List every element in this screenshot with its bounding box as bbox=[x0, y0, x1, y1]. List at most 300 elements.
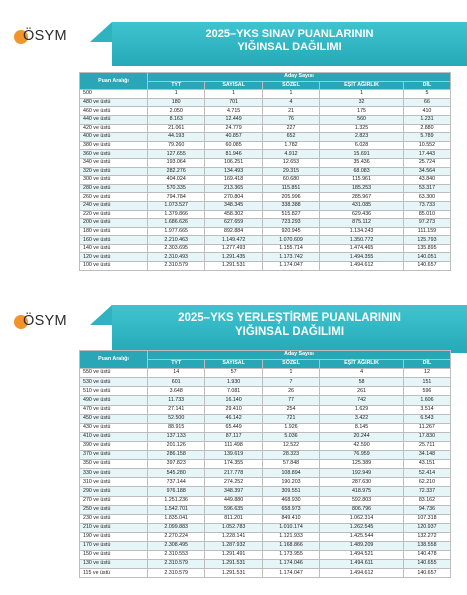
aday-sayisi-cell: 217.778 bbox=[205, 469, 262, 478]
aday-sayisi-cell: 120.937 bbox=[403, 523, 450, 532]
aday-sayisi-cell: 4 bbox=[262, 98, 319, 107]
aday-sayisi-cell: 115.851 bbox=[262, 184, 319, 193]
aday-sayisi-cell: 449.880 bbox=[205, 496, 262, 505]
aday-sayisi-cell: 1.287.932 bbox=[205, 541, 262, 550]
aday-sayisi-cell: 545.280 bbox=[148, 469, 205, 478]
aday-sayisi-cell: 806.796 bbox=[320, 505, 404, 514]
aday-sayisi-cell: 431.085 bbox=[320, 201, 404, 210]
puan-araligi-cell: 440 ve üstü bbox=[80, 115, 148, 124]
table-row bbox=[80, 441, 451, 450]
aday-sayisi-cell: 7 bbox=[262, 378, 319, 387]
aday-sayisi-cell: 1.494.612 bbox=[320, 569, 404, 578]
puan-araligi-cell: 470 ve üstü bbox=[80, 405, 148, 414]
puan-araligi-cell: 330 ve üstü bbox=[80, 469, 148, 478]
aday-sayisi-cell: 1.052.783 bbox=[205, 523, 262, 532]
aday-sayisi-cell: 1.629 bbox=[320, 405, 404, 414]
puan-araligi-cell: 350 ve üstü bbox=[80, 460, 148, 469]
aday-sayisi-cell: 920.945 bbox=[262, 227, 319, 236]
puan-araligi-cell: 230 ve üstü bbox=[80, 514, 148, 523]
aday-sayisi-cell: 29.315 bbox=[262, 167, 319, 176]
aday-sayisi-cell: 26 bbox=[262, 387, 319, 396]
aday-sayisi-cell: 42.590 bbox=[320, 441, 404, 450]
aday-sayisi-cell: 2.310.579 bbox=[148, 560, 205, 569]
aday-sayisi-cell: 16.140 bbox=[205, 396, 262, 405]
aday-sayisi-cell: 63.300 bbox=[403, 193, 450, 202]
aday-sayisi-cell: 596 bbox=[403, 387, 450, 396]
aday-sayisi-cell: 1.494.611 bbox=[320, 560, 404, 569]
aday-sayisi-cell: 1 bbox=[205, 90, 262, 99]
aday-sayisi-cell: 570.335 bbox=[148, 184, 205, 193]
puan-araligi-cell: 120 ve üstü bbox=[80, 253, 148, 262]
aday-sayisi-cell: 1.291.531 bbox=[205, 560, 262, 569]
aday-sayisi-cell: 3.422 bbox=[320, 414, 404, 423]
puan-araligi-cell: 130 ve üstü bbox=[80, 560, 148, 569]
aday-sayisi-cell: 5.036 bbox=[262, 432, 319, 441]
table-row bbox=[80, 210, 451, 219]
puan-araligi-cell: 340 ve üstü bbox=[80, 158, 148, 167]
table-row bbox=[80, 158, 451, 167]
aday-sayisi-cell: 4.912 bbox=[262, 150, 319, 159]
aday-sayisi-cell: 1.930 bbox=[205, 378, 262, 387]
osym-logo bbox=[14, 28, 67, 44]
column-header: EŞİT AĞIRLIK bbox=[320, 81, 404, 90]
column-header: TYT bbox=[148, 81, 205, 90]
aday-sayisi-cell: 81.946 bbox=[205, 150, 262, 159]
puan-araligi-cell: 240 ve üstü bbox=[80, 201, 148, 210]
aday-sayisi-cell: 137.133 bbox=[148, 432, 205, 441]
aday-sayisi-cell: 25.711 bbox=[403, 441, 450, 450]
aday-sayisi-cell: 57 bbox=[205, 369, 262, 378]
aday-sayisi-cell: 1.494.612 bbox=[320, 262, 404, 271]
puan-araligi-cell: 170 ve üstü bbox=[80, 541, 148, 550]
aday-sayisi-cell: 44.193 bbox=[148, 133, 205, 142]
aday-sayisi-cell: 1.174.047 bbox=[262, 262, 319, 271]
puan-araligi-cell: 390 ve üstü bbox=[80, 441, 148, 450]
aday-sayisi-cell: 174.355 bbox=[205, 460, 262, 469]
aday-sayisi-cell: 87.117 bbox=[205, 432, 262, 441]
aday-sayisi-cell: 5.789 bbox=[403, 133, 450, 142]
table-row bbox=[80, 505, 451, 514]
aday-sayisi-cell: 1.494.521 bbox=[320, 551, 404, 560]
aday-sayisi-cell: 132.272 bbox=[403, 532, 450, 541]
table-row bbox=[80, 387, 451, 396]
aday-sayisi-cell: 976.188 bbox=[148, 487, 205, 496]
table-row bbox=[80, 396, 451, 405]
aday-sayisi-cell: 12.449 bbox=[205, 115, 262, 124]
table-row bbox=[80, 523, 451, 532]
aday-sayisi-cell: 737.144 bbox=[148, 478, 205, 487]
table-row bbox=[80, 423, 451, 432]
aday-sayisi-cell: 2.099.883 bbox=[148, 523, 205, 532]
aday-sayisi-cell: 1.010.174 bbox=[262, 523, 319, 532]
puan-araligi-cell: 140 ve üstü bbox=[80, 244, 148, 253]
aday-sayisi-header: Aday Sayısı bbox=[148, 73, 451, 82]
aday-sayisi-cell: 1.121.933 bbox=[262, 532, 319, 541]
sinav-puan-table bbox=[79, 72, 451, 271]
aday-sayisi-cell: 11.267 bbox=[403, 423, 450, 432]
aday-sayisi-cell: 180 bbox=[148, 98, 205, 107]
table-row bbox=[80, 487, 451, 496]
aday-sayisi-cell: 12.653 bbox=[262, 158, 319, 167]
aday-sayisi-cell: 12 bbox=[403, 369, 450, 378]
aday-sayisi-cell: 1.231 bbox=[403, 115, 450, 124]
aday-sayisi-header: Aday Sayısı bbox=[148, 351, 451, 360]
aday-sayisi-cell: 1.228.141 bbox=[205, 532, 262, 541]
aday-sayisi-cell: 1.173.742 bbox=[262, 253, 319, 262]
table-row bbox=[80, 253, 451, 262]
page-title-line2: YIĞINSAL DAĞILIMI bbox=[237, 41, 342, 54]
aday-sayisi-cell: 1.073.527 bbox=[148, 201, 205, 210]
aday-sayisi-cell: 2.823 bbox=[320, 133, 404, 142]
aday-sayisi-cell: 1.155.714 bbox=[262, 244, 319, 253]
aday-sayisi-cell: 1.291.491 bbox=[205, 551, 262, 560]
aday-sayisi-cell: 68.083 bbox=[320, 167, 404, 176]
aday-sayisi-cell: 286.158 bbox=[148, 451, 205, 460]
puan-araligi-cell: 500 bbox=[80, 90, 148, 99]
table-row bbox=[80, 560, 451, 569]
column-header: SAYISAL bbox=[205, 81, 262, 90]
aday-sayisi-cell: 1 bbox=[148, 90, 205, 99]
aday-sayisi-cell: 701 bbox=[205, 98, 262, 107]
table-row bbox=[80, 496, 451, 505]
aday-sayisi-cell: 4.715 bbox=[205, 107, 262, 116]
aday-sayisi-cell: 27.141 bbox=[148, 405, 205, 414]
aday-sayisi-cell: 1.350.772 bbox=[320, 236, 404, 245]
aday-sayisi-cell: 629.436 bbox=[320, 210, 404, 219]
osym-logo bbox=[14, 313, 67, 329]
table-row bbox=[80, 150, 451, 159]
column-header: TYT bbox=[148, 360, 205, 369]
aday-sayisi-cell: 1.291.531 bbox=[205, 569, 262, 578]
aday-sayisi-cell: 94.736 bbox=[403, 505, 450, 514]
aday-sayisi-cell: 125.389 bbox=[320, 460, 404, 469]
table-row bbox=[80, 451, 451, 460]
aday-sayisi-cell: 652 bbox=[262, 133, 319, 142]
yerlestirme-puan-table bbox=[79, 350, 451, 578]
table-row bbox=[80, 167, 451, 176]
aday-sayisi-cell: 6.543 bbox=[403, 414, 450, 423]
aday-sayisi-cell: 46.142 bbox=[205, 414, 262, 423]
aday-sayisi-cell: 66 bbox=[403, 98, 450, 107]
aday-sayisi-cell: 1.277.493 bbox=[205, 244, 262, 253]
aday-sayisi-cell: 404.024 bbox=[148, 176, 205, 185]
aday-sayisi-cell: 261 bbox=[320, 387, 404, 396]
puan-araligi-cell: 480 ve üstü bbox=[80, 98, 148, 107]
aday-sayisi-cell: 601 bbox=[148, 378, 205, 387]
aday-sayisi-cell: 134.493 bbox=[205, 167, 262, 176]
aday-sayisi-cell: 58 bbox=[320, 378, 404, 387]
aday-sayisi-cell: 1.174.046 bbox=[262, 560, 319, 569]
table-row bbox=[80, 514, 451, 523]
aday-sayisi-cell: 596.635 bbox=[205, 505, 262, 514]
table-row bbox=[80, 532, 451, 541]
aday-sayisi-cell: 111.159 bbox=[403, 227, 450, 236]
aday-sayisi-cell: 1.173.955 bbox=[262, 551, 319, 560]
aday-sayisi-cell: 125.793 bbox=[403, 236, 450, 245]
puan-araligi-cell: 320 ve üstü bbox=[80, 167, 148, 176]
page-title-line1: 2025–YKS YERLEŞTİRME PUANLARININ bbox=[178, 312, 401, 324]
puan-araligi-cell: 370 ve üstü bbox=[80, 451, 148, 460]
page-title-line2: YIĞINSAL DAĞILIMI bbox=[234, 325, 345, 338]
aday-sayisi-cell: 1.425.544 bbox=[320, 532, 404, 541]
table-row bbox=[80, 176, 451, 185]
aday-sayisi-cell: 8.163 bbox=[148, 115, 205, 124]
aday-sayisi-cell: 192.949 bbox=[320, 469, 404, 478]
column-header: SÖZEL bbox=[262, 360, 319, 369]
aday-sayisi-cell: 140.657 bbox=[403, 569, 450, 578]
table-row bbox=[80, 414, 451, 423]
table-row bbox=[80, 478, 451, 487]
aday-sayisi-cell: 282.276 bbox=[148, 167, 205, 176]
aday-sayisi-cell: 10.552 bbox=[403, 141, 450, 150]
aday-sayisi-cell: 1.149.472 bbox=[205, 236, 262, 245]
aday-sayisi-cell: 1.379.866 bbox=[148, 210, 205, 219]
aday-sayisi-cell: 418.975 bbox=[320, 487, 404, 496]
puan-araligi-cell: 220 ve üstü bbox=[80, 210, 148, 219]
aday-sayisi-cell: 1.489.209 bbox=[320, 541, 404, 550]
puan-araligi-cell: 450 ve üstü bbox=[80, 414, 148, 423]
puan-araligi-cell: 420 ve üstü bbox=[80, 124, 148, 133]
aday-sayisi-cell: 3.514 bbox=[403, 405, 450, 414]
table-row bbox=[80, 219, 451, 228]
puan-araligi-header: Puan Aralığı bbox=[80, 73, 148, 90]
puan-araligi-cell: 200 ve üstü bbox=[80, 219, 148, 228]
aday-sayisi-cell: 458.302 bbox=[205, 210, 262, 219]
aday-sayisi-cell: 79.260 bbox=[148, 141, 205, 150]
table-row bbox=[80, 115, 451, 124]
aday-sayisi-cell: 115.961 bbox=[320, 176, 404, 185]
aday-sayisi-cell: 515.827 bbox=[262, 210, 319, 219]
yerlestirme-puanlari-section bbox=[0, 300, 467, 595]
table-row bbox=[80, 244, 451, 253]
aday-sayisi-cell: 627.659 bbox=[205, 219, 262, 228]
aday-sayisi-cell: 1.542.701 bbox=[148, 505, 205, 514]
puan-araligi-cell: 280 ve üstü bbox=[80, 184, 148, 193]
aday-sayisi-cell: 2.880 bbox=[403, 124, 450, 133]
aday-sayisi-cell: 62.210 bbox=[403, 478, 450, 487]
puan-araligi-cell: 290 ve üstü bbox=[80, 487, 148, 496]
aday-sayisi-cell: 205.996 bbox=[262, 193, 319, 202]
aday-sayisi-cell: 201.126 bbox=[148, 441, 205, 450]
title-banner bbox=[112, 22, 467, 66]
aday-sayisi-cell: 309.551 bbox=[262, 487, 319, 496]
aday-sayisi-cell: 1.782 bbox=[262, 141, 319, 150]
aday-sayisi-cell: 77 bbox=[262, 396, 319, 405]
aday-sayisi-cell: 53.317 bbox=[403, 184, 450, 193]
aday-sayisi-cell: 11.733 bbox=[148, 396, 205, 405]
aday-sayisi-cell: 2.210.463 bbox=[148, 236, 205, 245]
aday-sayisi-cell: 2.310.579 bbox=[148, 262, 205, 271]
puan-araligi-cell: 490 ve üstü bbox=[80, 396, 148, 405]
aday-sayisi-cell: 1.325 bbox=[320, 124, 404, 133]
aday-sayisi-cell: 14 bbox=[148, 369, 205, 378]
aday-sayisi-cell: 2.050 bbox=[148, 107, 205, 116]
aday-sayisi-cell: 2.310.553 bbox=[148, 551, 205, 560]
aday-sayisi-cell: 849.410 bbox=[262, 514, 319, 523]
aday-sayisi-cell: 348.397 bbox=[205, 487, 262, 496]
puan-araligi-cell: 250 ve üstü bbox=[80, 505, 148, 514]
puan-araligi-cell: 360 ve üstü bbox=[80, 150, 148, 159]
aday-sayisi-cell: 138.558 bbox=[403, 541, 450, 550]
table-row bbox=[80, 460, 451, 469]
aday-sayisi-cell: 5 bbox=[403, 90, 450, 99]
aday-sayisi-cell: 254 bbox=[262, 405, 319, 414]
aday-sayisi-cell: 592.803 bbox=[320, 496, 404, 505]
aday-sayisi-cell: 88.915 bbox=[148, 423, 205, 432]
puan-araligi-cell: 100 ve üstü bbox=[80, 262, 148, 271]
aday-sayisi-cell: 43.840 bbox=[403, 176, 450, 185]
aday-sayisi-cell: 7.081 bbox=[205, 387, 262, 396]
puan-araligi-cell: 190 ve üstü bbox=[80, 532, 148, 541]
logo-text: ÖSYM bbox=[23, 28, 67, 44]
aday-sayisi-cell: 34.564 bbox=[403, 167, 450, 176]
table-row bbox=[80, 369, 451, 378]
aday-sayisi-cell: 135.895 bbox=[403, 244, 450, 253]
aday-sayisi-cell: 140.655 bbox=[403, 560, 450, 569]
aday-sayisi-cell: 1.606 bbox=[403, 396, 450, 405]
table-row bbox=[80, 193, 451, 202]
table-row bbox=[80, 405, 451, 414]
aday-sayisi-cell: 1.291.531 bbox=[205, 262, 262, 271]
aday-sayisi-cell: 1.686.626 bbox=[148, 219, 205, 228]
aday-sayisi-cell: 1 bbox=[262, 369, 319, 378]
aday-sayisi-cell: 742 bbox=[320, 396, 404, 405]
aday-sayisi-cell: 1.062.314 bbox=[320, 514, 404, 523]
puan-araligi-cell: 300 ve üstü bbox=[80, 176, 148, 185]
table-row bbox=[80, 432, 451, 441]
aday-sayisi-cell: 15.691 bbox=[320, 150, 404, 159]
aday-sayisi-cell: 65.449 bbox=[205, 423, 262, 432]
aday-sayisi-cell: 794.784 bbox=[148, 193, 205, 202]
table-row bbox=[80, 201, 451, 210]
aday-sayisi-cell: 2.310.579 bbox=[148, 569, 205, 578]
aday-sayisi-cell: 76 bbox=[262, 115, 319, 124]
aday-sayisi-cell: 139.619 bbox=[205, 451, 262, 460]
logo-text: ÖSYM bbox=[23, 313, 67, 329]
aday-sayisi-cell: 52.414 bbox=[403, 469, 450, 478]
table-row bbox=[80, 469, 451, 478]
column-header: DİL bbox=[403, 360, 450, 369]
puan-araligi-cell: 210 ve üstü bbox=[80, 523, 148, 532]
aday-sayisi-cell: 12.522 bbox=[262, 441, 319, 450]
aday-sayisi-cell: 1.070.609 bbox=[262, 236, 319, 245]
puan-araligi-cell: 400 ve üstü bbox=[80, 133, 148, 142]
aday-sayisi-cell: 2.310.493 bbox=[148, 253, 205, 262]
aday-sayisi-cell: 274.252 bbox=[205, 478, 262, 487]
puan-araligi-cell: 150 ve üstü bbox=[80, 551, 148, 560]
aday-sayisi-cell: 1 bbox=[320, 90, 404, 99]
aday-sayisi-cell: 723.293 bbox=[262, 219, 319, 228]
aday-sayisi-cell: 1.291.435 bbox=[205, 253, 262, 262]
aday-sayisi-cell: 190.203 bbox=[262, 478, 319, 487]
table-row bbox=[80, 184, 451, 193]
puan-araligi-cell: 510 ve üstü bbox=[80, 387, 148, 396]
aday-sayisi-cell: 151 bbox=[403, 378, 450, 387]
aday-sayisi-cell: 658.973 bbox=[262, 505, 319, 514]
aday-sayisi-cell: 108.894 bbox=[262, 469, 319, 478]
aday-sayisi-cell: 107.318 bbox=[403, 514, 450, 523]
puan-araligi-cell: 430 ve üstü bbox=[80, 423, 148, 432]
table-row bbox=[80, 107, 451, 116]
aday-sayisi-cell: 560 bbox=[320, 115, 404, 124]
aday-sayisi-cell: 875.112 bbox=[320, 219, 404, 228]
aday-sayisi-cell: 1.251.236 bbox=[148, 496, 205, 505]
aday-sayisi-cell: 721 bbox=[262, 414, 319, 423]
aday-sayisi-cell: 227 bbox=[262, 124, 319, 133]
table-row bbox=[80, 541, 451, 550]
puan-araligi-header: Puan Aralığı bbox=[80, 351, 148, 369]
aday-sayisi-cell: 32 bbox=[320, 98, 404, 107]
puan-araligi-cell: 380 ve üstü bbox=[80, 141, 148, 150]
aday-sayisi-cell: 73.733 bbox=[403, 201, 450, 210]
aday-sayisi-cell: 1.134.243 bbox=[320, 227, 404, 236]
table-row bbox=[80, 236, 451, 245]
aday-sayisi-cell: 29.410 bbox=[205, 405, 262, 414]
puan-araligi-cell: 180 ve üstü bbox=[80, 227, 148, 236]
table-row bbox=[80, 569, 451, 578]
aday-sayisi-cell: 2.303.695 bbox=[148, 244, 205, 253]
column-header: DİL bbox=[403, 81, 450, 90]
aday-sayisi-cell: 185.253 bbox=[320, 184, 404, 193]
aday-sayisi-cell: 4 bbox=[320, 369, 404, 378]
aday-sayisi-cell: 140.657 bbox=[403, 262, 450, 271]
aday-sayisi-cell: 1.926 bbox=[262, 423, 319, 432]
table-row bbox=[80, 141, 451, 150]
aday-sayisi-cell: 127.655 bbox=[148, 150, 205, 159]
aday-sayisi-cell: 1.977.665 bbox=[148, 227, 205, 236]
aday-sayisi-cell: 72.337 bbox=[403, 487, 450, 496]
aday-sayisi-cell: 1 bbox=[262, 90, 319, 99]
aday-sayisi-cell: 2.308.495 bbox=[148, 541, 205, 550]
page-title-line1: 2025–YKS SINAV PUANLARININ bbox=[205, 28, 374, 40]
aday-sayisi-cell: 8.145 bbox=[320, 423, 404, 432]
aday-sayisi-cell: 40.857 bbox=[205, 133, 262, 142]
aday-sayisi-cell: 3.648 bbox=[148, 387, 205, 396]
aday-sayisi-cell: 193.064 bbox=[148, 158, 205, 167]
aday-sayisi-cell: 25.724 bbox=[403, 158, 450, 167]
aday-sayisi-cell: 21.061 bbox=[148, 124, 205, 133]
aday-sayisi-cell: 17.443 bbox=[403, 150, 450, 159]
aday-sayisi-cell: 140.051 bbox=[403, 253, 450, 262]
aday-sayisi-cell: 28.323 bbox=[262, 451, 319, 460]
aday-sayisi-cell: 285.967 bbox=[320, 193, 404, 202]
aday-sayisi-cell: 85.010 bbox=[403, 210, 450, 219]
aday-sayisi-cell: 20.244 bbox=[320, 432, 404, 441]
aday-sayisi-cell: 1.835.041 bbox=[148, 514, 205, 523]
aday-sayisi-cell: 270.804 bbox=[205, 193, 262, 202]
table-row bbox=[80, 227, 451, 236]
aday-sayisi-cell: 1.168.866 bbox=[262, 541, 319, 550]
aday-sayisi-cell: 2.270.224 bbox=[148, 532, 205, 541]
aday-sayisi-cell: 1.174.047 bbox=[262, 569, 319, 578]
aday-sayisi-cell: 213.365 bbox=[205, 184, 262, 193]
puan-araligi-cell: 460 ve üstü bbox=[80, 107, 148, 116]
aday-sayisi-cell: 1.474.465 bbox=[320, 244, 404, 253]
aday-sayisi-cell: 24.779 bbox=[205, 124, 262, 133]
aday-sayisi-cell: 338.388 bbox=[262, 201, 319, 210]
puan-araligi-cell: 260 ve üstü bbox=[80, 193, 148, 202]
aday-sayisi-cell: 60.085 bbox=[205, 141, 262, 150]
aday-sayisi-cell: 106.251 bbox=[205, 158, 262, 167]
aday-sayisi-cell: 76.959 bbox=[320, 451, 404, 460]
table-row bbox=[80, 98, 451, 107]
table-row bbox=[80, 133, 451, 142]
puan-araligi-cell: 530 ve üstü bbox=[80, 378, 148, 387]
aday-sayisi-cell: 17.830 bbox=[403, 432, 450, 441]
aday-sayisi-cell: 97.273 bbox=[403, 219, 450, 228]
puan-araligi-cell: 410 ve üstü bbox=[80, 432, 148, 441]
table-row bbox=[80, 90, 451, 99]
